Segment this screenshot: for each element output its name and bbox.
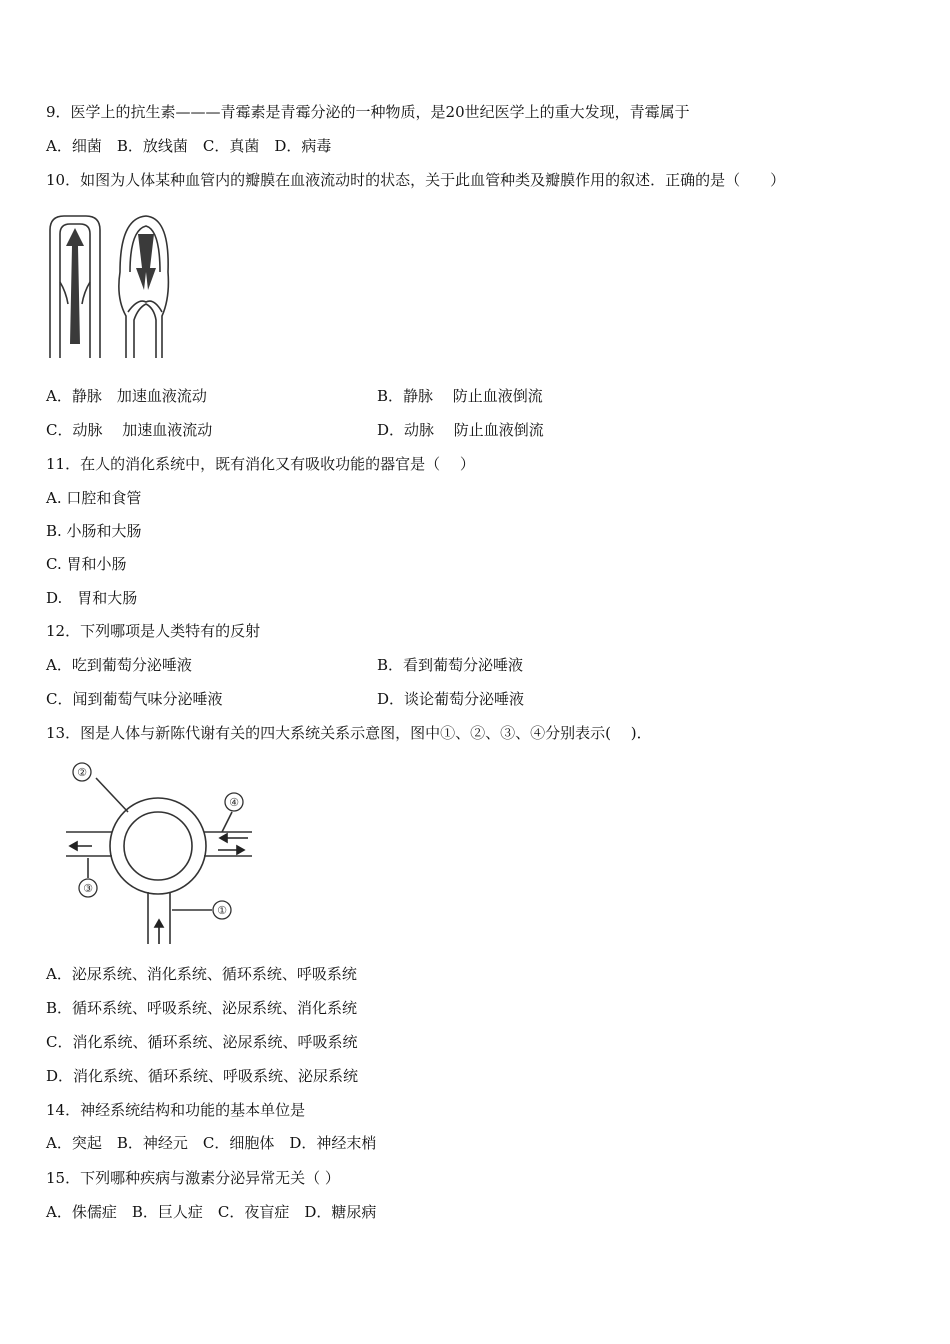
q11-option-d: D. 胃和大肠: [46, 589, 138, 607]
q13-option-b: B．循环系统、呼吸系统、泌尿系统、消化系统: [46, 999, 358, 1017]
q12-option-d: D．谈论葡萄分泌唾液: [377, 690, 525, 708]
q10-option-a: A．静脉 加速血液流动: [46, 387, 207, 405]
q12-option-c: C．闻到葡萄气味分泌唾液: [46, 690, 223, 708]
blood-flow-up-arrow: [66, 228, 84, 344]
q13-option-a: A．泌尿系统、消化系统、循环系统、呼吸系统: [46, 965, 357, 983]
q13-stem: 13．图是人体与新陈代谢有关的四大系统关系示意图，图中①、②、③、④分别表示( )．: [46, 724, 652, 742]
q12-option-a: A．吃到葡萄分泌唾液: [46, 656, 192, 674]
blood-backflow-arrows: [136, 234, 156, 290]
q14-stem: 14．神经系统结构和功能的基本单位是: [46, 1101, 306, 1119]
label-circled-4: ④: [229, 796, 239, 809]
q12-option-b: B．看到葡萄分泌唾液: [377, 656, 524, 674]
q11-option-c: C. 胃和小肠: [46, 555, 127, 573]
inner-ring: [124, 812, 192, 880]
q11-option-b: B. 小肠和大肠: [46, 522, 142, 540]
q13-option-c: C．消化系统、循环系统、泌尿系统、呼吸系统: [46, 1033, 358, 1051]
q10-option-d: D．动脉 防止血液倒流: [377, 421, 544, 439]
metabolism-systems-diagram: [62, 760, 262, 950]
q12-stem: 12．下列哪项是人类特有的反射: [46, 622, 261, 640]
vein-valve-diagram: [46, 212, 171, 362]
q10-stem: 10．如图为人体某种血管内的瓣膜在血液流动时的状态，关于此血管种类及瓣膜作用的叙述．正确的是（ ）: [46, 171, 786, 189]
q10-option-b: B．静脉 防止血液倒流: [377, 387, 543, 405]
q15-options: A．侏儒症 B．巨人症 C．夜盲症 D．糖尿病: [46, 1203, 377, 1221]
q10-option-c: C．动脉 加速血液流动: [46, 421, 213, 439]
label-circled-3: ③: [83, 882, 93, 895]
q13-option-d: D．消化系统、循环系统、呼吸系统、泌尿系统: [46, 1067, 359, 1085]
q11-stem: 11．在人的消化系统中，既有消化又有吸收功能的器官是（ ）: [46, 455, 475, 473]
q14-options: A．突起 B．神经元 C．细胞体 D．神经末梢: [46, 1134, 377, 1152]
q11-option-a: A. 口腔和食管: [46, 489, 142, 507]
leader-line-4: [222, 812, 232, 832]
q9-options: A．细菌 B．放线菌 C．真菌 D．病毒: [46, 137, 332, 155]
label-circled-2: ②: [77, 766, 87, 779]
label-circled-1: ①: [217, 904, 227, 917]
q9-stem: 9．医学上的抗生素———青霉素是青霉分泌的一种物质，是20世纪医学上的重大发现，青霉属于: [46, 103, 690, 121]
q15-stem: 15．下列哪种疾病与激素分泌异常无关（ ）: [46, 1169, 340, 1187]
leader-line-2: [96, 778, 128, 812]
